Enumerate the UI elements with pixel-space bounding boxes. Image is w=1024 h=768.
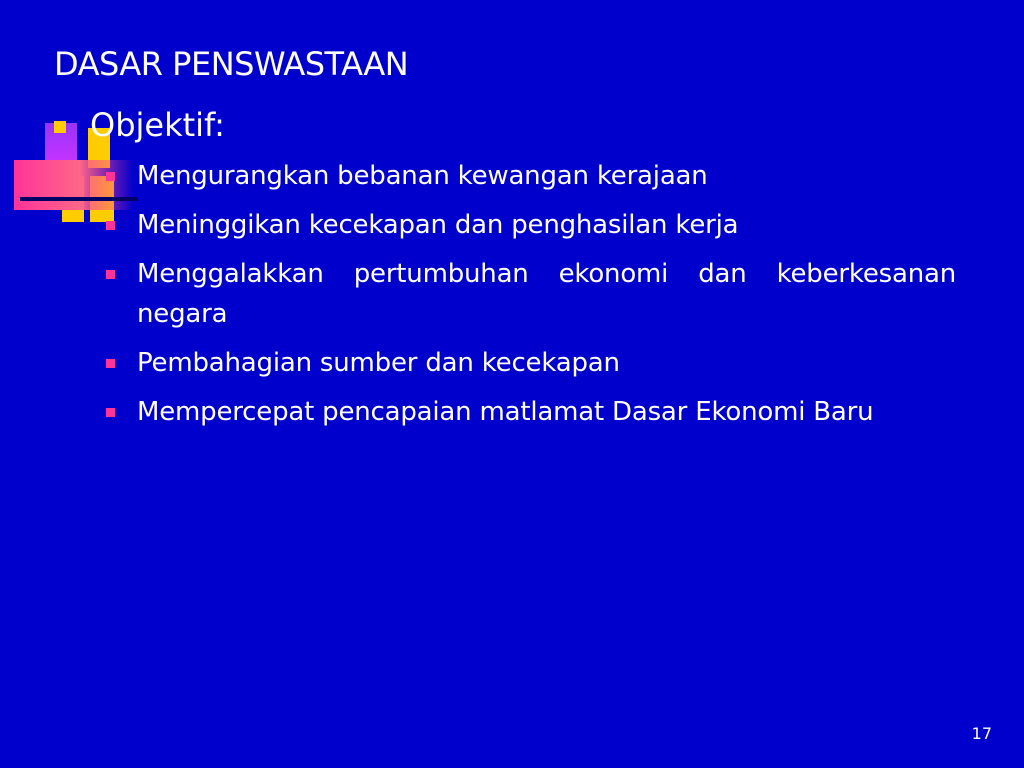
list-item: [104, 392, 956, 432]
square-bullet-icon: [54, 121, 66, 133]
objective-list: [104, 156, 956, 441]
list-item-text: Meninggikan kecekapan dan penghasilan kerja: [137, 210, 739, 240]
square-bullet-icon: [106, 221, 115, 230]
square-bullet-icon: [106, 408, 115, 417]
list-item-text: Mengurangkan bebanan kewangan kerajaan: [137, 161, 708, 191]
list-item-text: Menggalakkan pertumbuhan ekonomi dan keberkesanan negara: [137, 259, 956, 329]
page-number: 17: [971, 724, 992, 743]
square-bullet-icon: [106, 172, 115, 181]
square-bullet-icon: [106, 270, 115, 279]
list-item-text: Mempercepat pencapaian matlamat Dasar Ekonomi Baru: [137, 397, 874, 427]
list-item: [104, 156, 956, 196]
list-item-text: Pembahagian sumber dan kecekapan: [137, 348, 620, 378]
list-item: [104, 205, 956, 245]
objective-heading: [54, 103, 225, 147]
list-item: [104, 343, 956, 383]
slide-title: DASAR PENSWASTAAN: [54, 45, 409, 83]
list-item: [104, 254, 956, 334]
square-bullet-icon: [106, 359, 115, 368]
objective-heading-label: Objektif:: [90, 106, 225, 144]
